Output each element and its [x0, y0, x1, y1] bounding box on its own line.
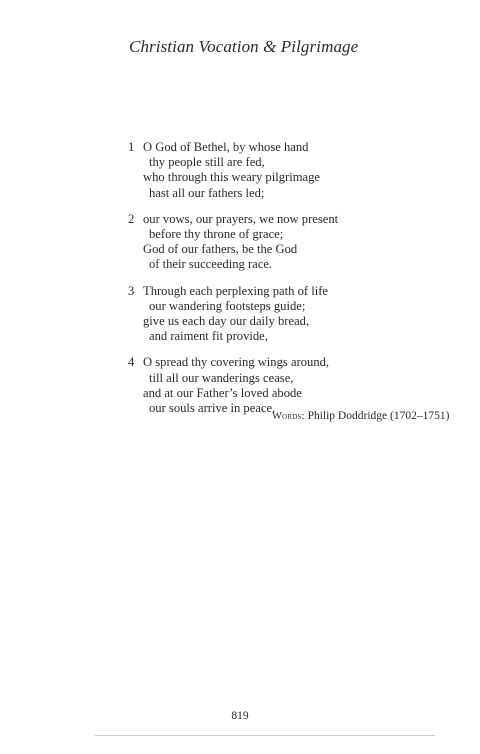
hymn-text [128, 140, 338, 427]
verse-line: God of our fathers, be the God [143, 242, 298, 257]
verse-number: 4 [128, 355, 135, 370]
verse-line: our vows, our prayers, we now present [143, 211, 339, 226]
verse-line: Through each perplexing path of life [143, 283, 328, 298]
verse-line: and raiment fit provide, [149, 329, 268, 344]
verse-line: give us each day our daily bread, [143, 314, 310, 329]
verse-line: and at our Father’s loved abode [143, 385, 302, 400]
verse-line: till all our wanderings cease, [149, 370, 294, 385]
credit-label: Words: [272, 411, 305, 422]
verse-line: O spread thy covering wings around, [143, 355, 330, 370]
page-edge-divider [95, 735, 435, 736]
page-number: 819 [231, 710, 249, 722]
verse-line: who through this weary pilgrimage [143, 170, 320, 185]
verse-line: our wandering footsteps guide; [149, 298, 306, 313]
verse-line: O God of Bethel, by whose hand [143, 140, 309, 154]
verse-line: before thy throne of grace; [149, 227, 284, 242]
verse-2 [128, 212, 338, 273]
verse-line: thy people still are fed, [149, 155, 265, 170]
verse-line: of their succeeding race. [149, 257, 273, 272]
section-heading: Christian Vocation & Pilgrimage [129, 37, 359, 56]
verse-line: hast all our fathers led; [149, 185, 265, 200]
credit-author: Philip Doddridge (1702–1751) [304, 410, 450, 422]
verse-3 [128, 284, 338, 345]
verse-number: 1 [128, 140, 135, 154]
words-credit [272, 410, 449, 422]
verse-number: 2 [128, 211, 135, 226]
verse-4 [128, 355, 338, 416]
verse-line: our souls arrive in peace. [149, 401, 276, 416]
verse-number: 3 [128, 283, 135, 298]
verse-1 [128, 140, 338, 201]
